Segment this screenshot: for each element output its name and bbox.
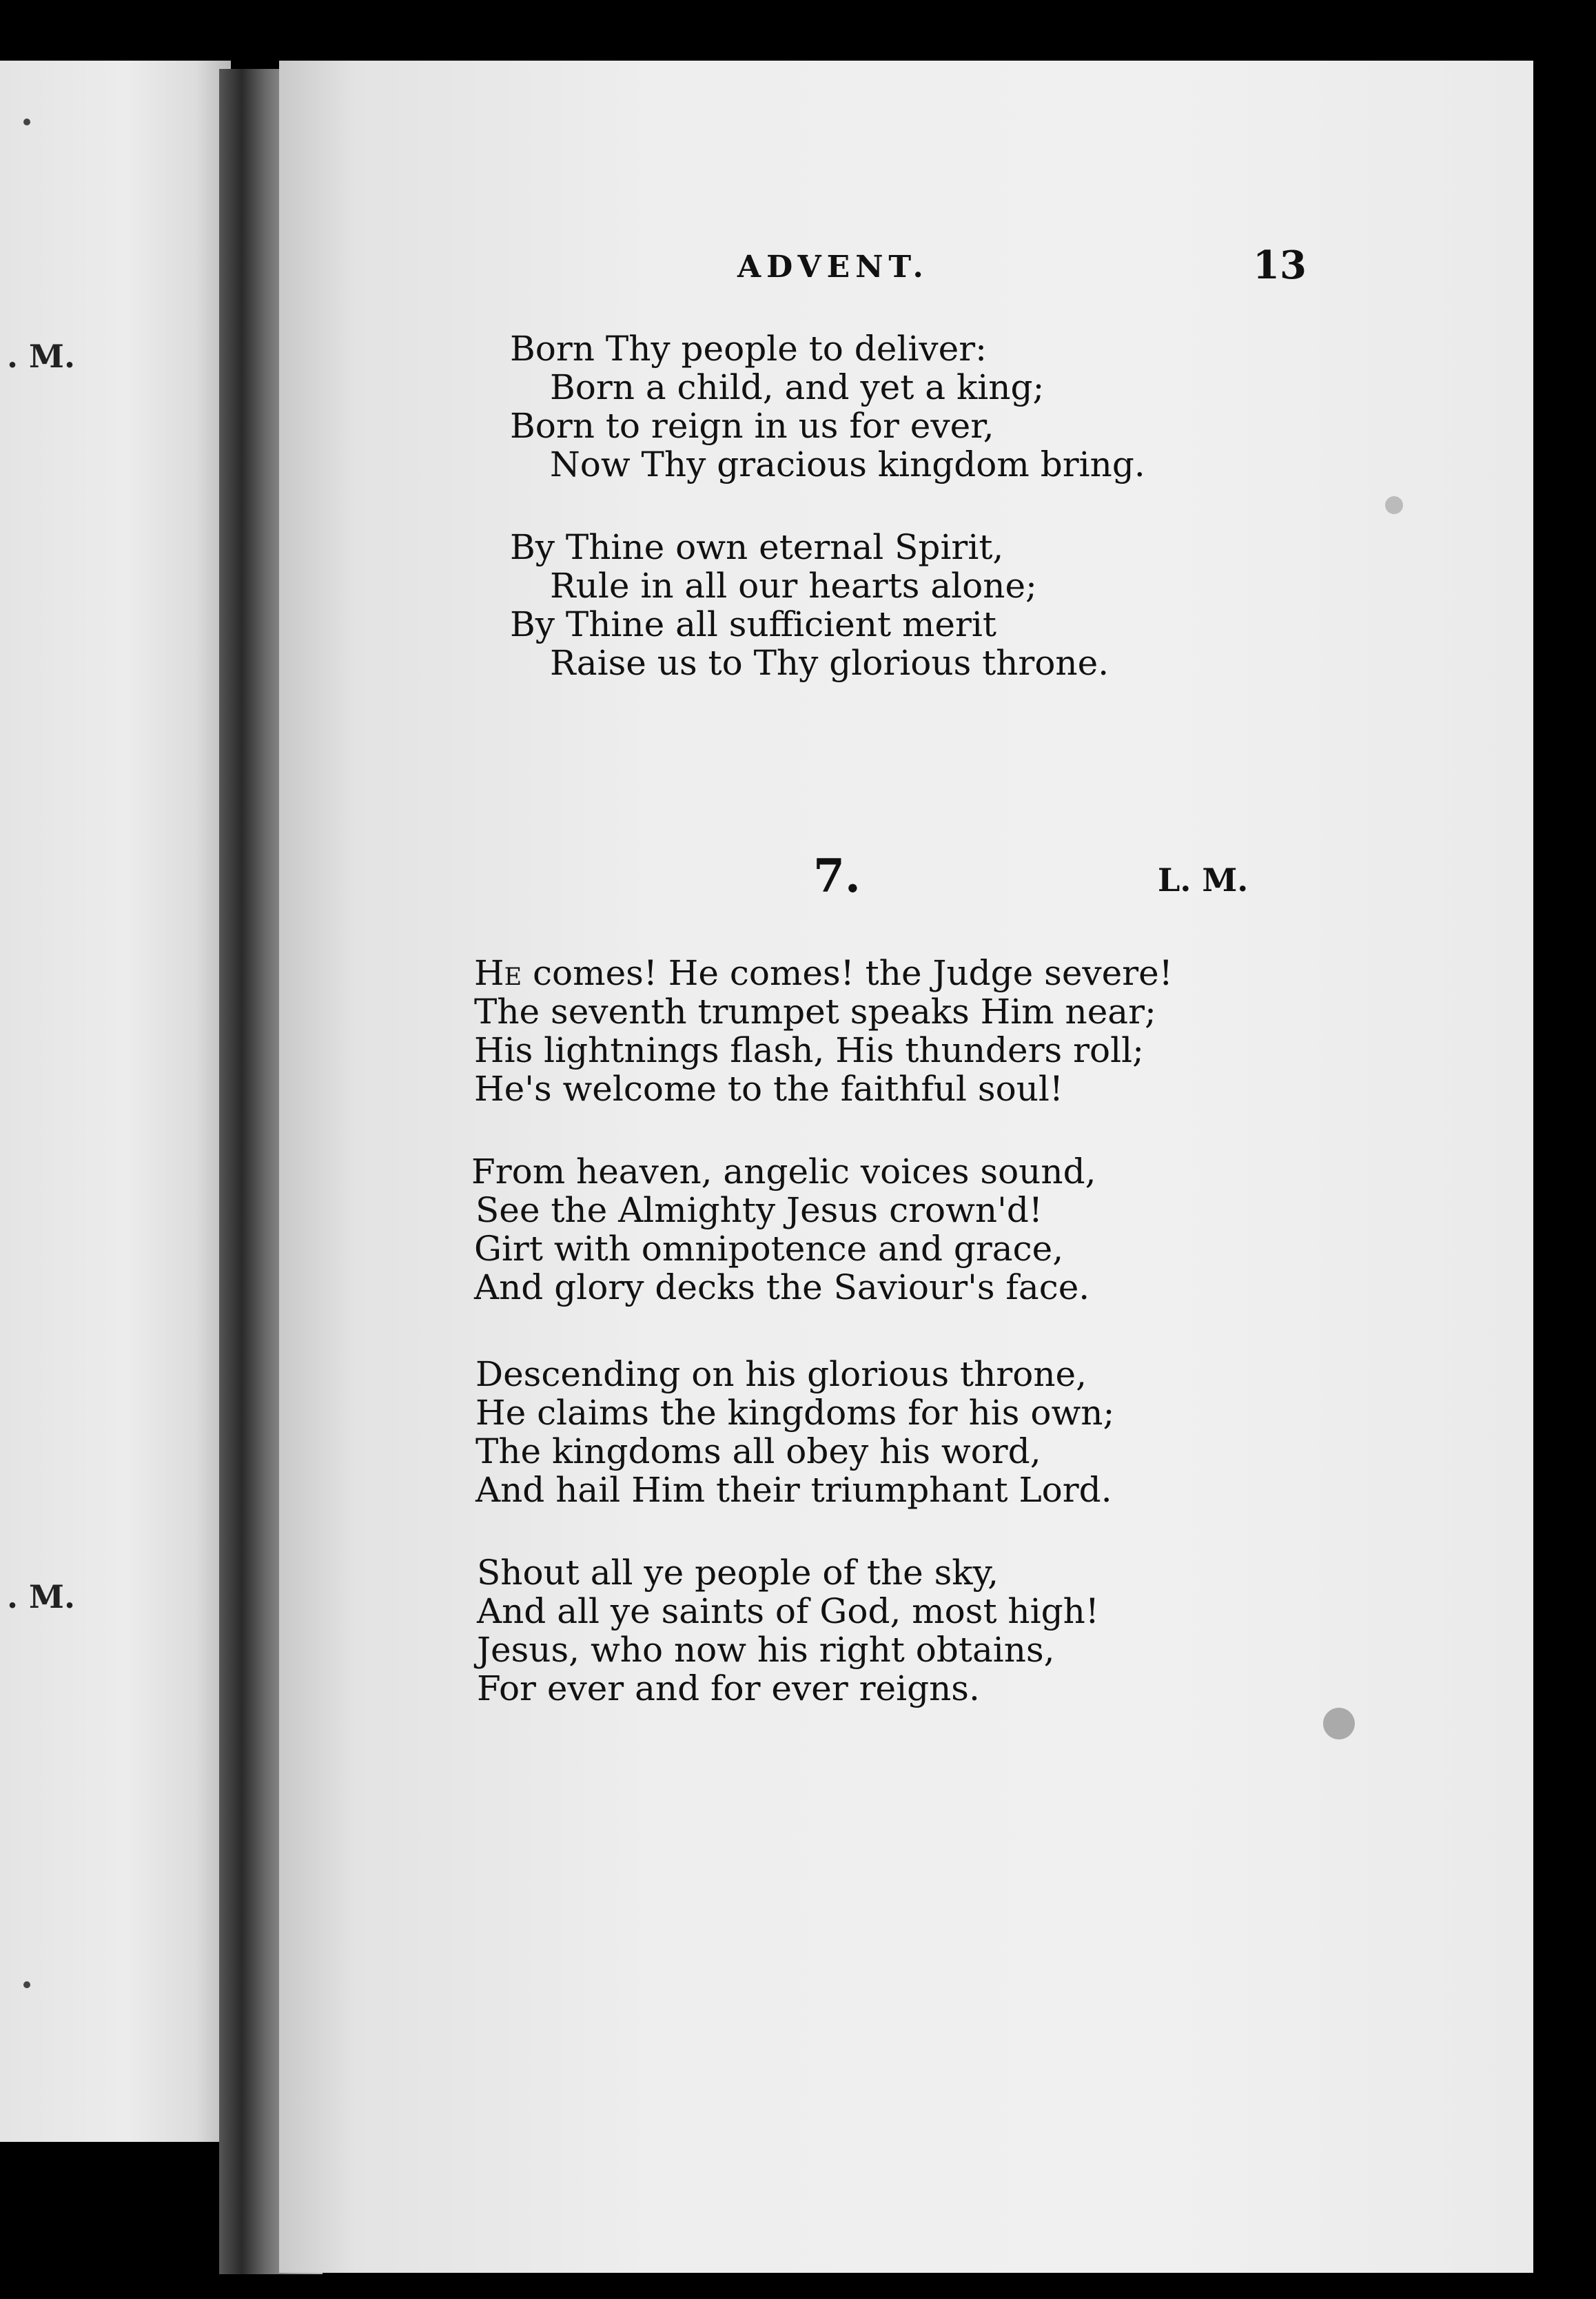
verse-line: His lightnings flash, His thunders roll; <box>474 1030 1144 1070</box>
page-number: 13 <box>1253 243 1307 288</box>
verse-line: By Thine all sufficient merit <box>510 604 996 644</box>
verse-line: And glory decks the Saviour's face. <box>474 1267 1090 1307</box>
hymn-meter: L. M. <box>1158 861 1249 899</box>
hymn-number: 7. <box>813 849 861 903</box>
verse-line: The seventh trumpet speaks Him near; <box>474 992 1156 1032</box>
verse-line: From heaven, angelic voices sound, <box>471 1152 1096 1192</box>
verse-line: See the Almighty Jesus crown'd! <box>475 1190 1043 1230</box>
first-line-rest: comes! He comes! the Judge severe! <box>522 953 1173 993</box>
left-page-fragment-lower: . M. <box>7 1578 75 1615</box>
verse-line: Born a child, and yet a king; <box>550 367 1045 407</box>
verse-line: Now Thy gracious kingdom bring. <box>550 445 1145 484</box>
verse-line: He's welcome to the faithful soul! <box>474 1069 1063 1109</box>
left-page-speck <box>23 1981 30 1988</box>
verse-line: Jesus, who now his right obtains, <box>477 1630 1055 1670</box>
verse-line: Born to reign in us for ever, <box>510 406 994 446</box>
verse-line: And hail Him their triumphant Lord. <box>475 1470 1112 1510</box>
verse-line: For ever and for ever reigns. <box>477 1668 980 1708</box>
left-page-fragment-upper: . M. <box>7 338 75 375</box>
verse-line: And all ye saints of God, most high! <box>477 1591 1099 1631</box>
verse-line: Girt with omnipotence and grace, <box>474 1229 1064 1269</box>
paper-speck <box>1385 496 1403 514</box>
verse-line: Descending on his glorious throne, <box>475 1354 1087 1394</box>
initial-word: He <box>474 953 522 993</box>
paper-speck <box>1323 1708 1355 1739</box>
running-title: ADVENT. <box>737 249 929 285</box>
verse-line: Raise us to Thy glorious throne. <box>550 643 1109 683</box>
verse-line: By Thine own eternal Spirit, <box>510 527 1004 567</box>
verse-line: Rule in all our hearts alone; <box>550 566 1037 606</box>
verse-line: Born Thy people to deliver: <box>510 329 987 369</box>
verse-line: The kingdoms all obey his word, <box>475 1431 1041 1471</box>
verse-line: He claims the kingdoms for his own; <box>475 1393 1115 1433</box>
verse-line-first <box>474 954 1173 992</box>
left-page-speck <box>23 119 30 125</box>
verse-line: Shout all ye people of the sky, <box>477 1553 999 1593</box>
